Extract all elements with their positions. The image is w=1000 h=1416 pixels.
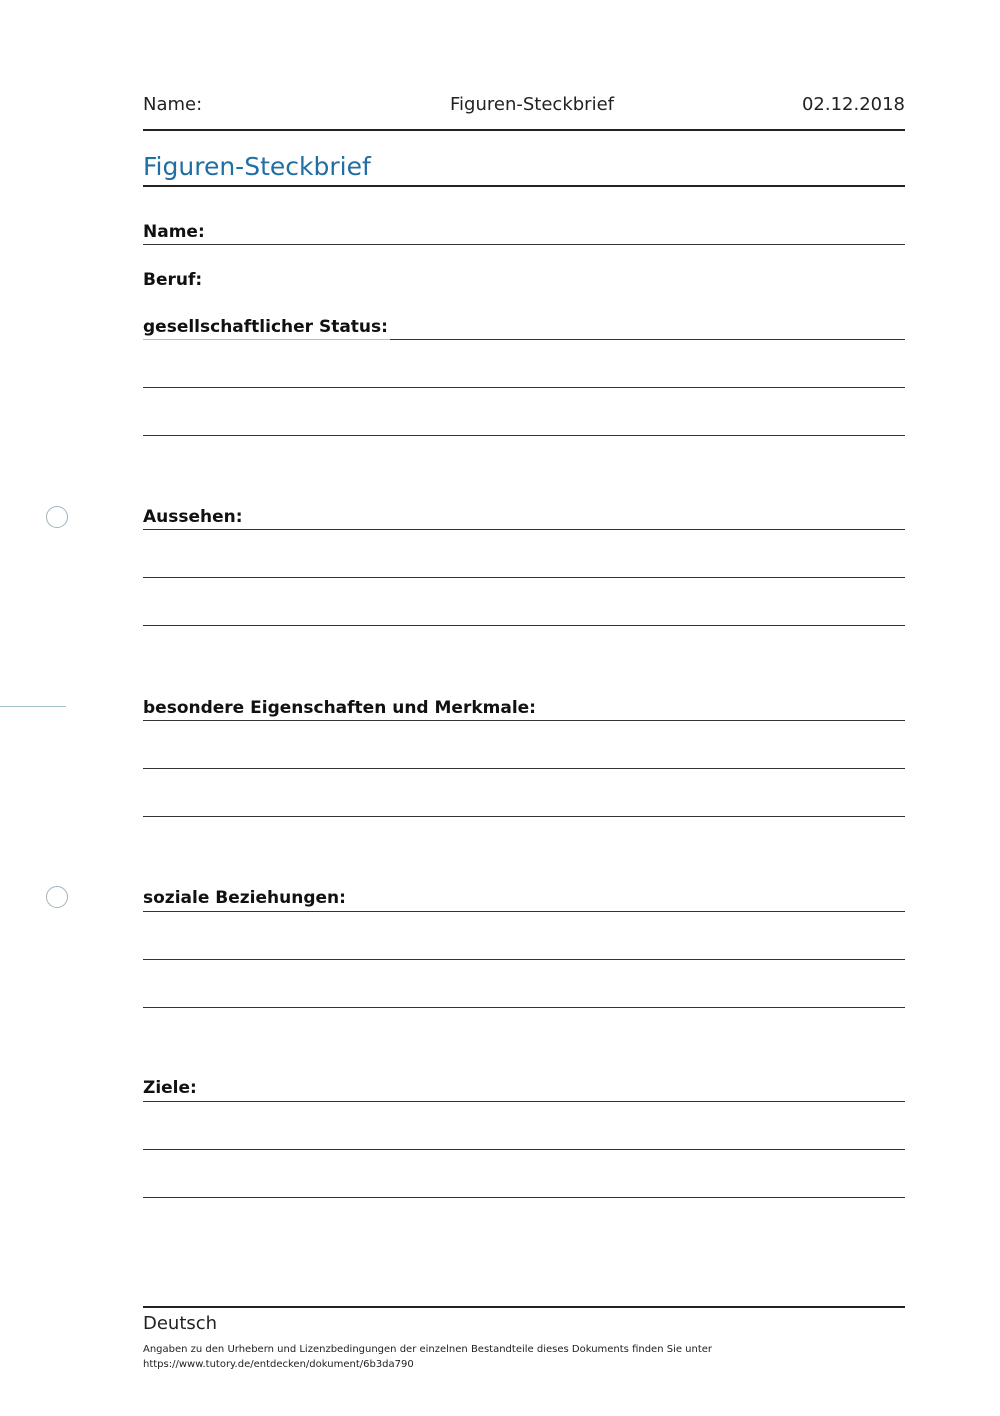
section-aussehen-label: Aussehen: bbox=[143, 507, 243, 527]
field-status-line[interactable] bbox=[390, 339, 905, 340]
field-name-line[interactable] bbox=[143, 244, 905, 245]
aussehen-writing-line[interactable] bbox=[143, 625, 905, 626]
section-beziehungen-label: soziale Beziehungen: bbox=[143, 888, 346, 908]
field-beruf-label: Beruf: bbox=[143, 270, 203, 290]
punch-hole-top bbox=[46, 506, 68, 528]
footer-license-text: Angaben zu den Urhebern und Lizenzbedingungen der einzelnen Bestandteile dieses Dokuments finden Sie unter bbox=[143, 1344, 713, 1355]
header-name-label: Name: bbox=[143, 94, 203, 115]
ziele-writing-line[interactable] bbox=[143, 1101, 905, 1102]
eigenschaften-writing-line[interactable] bbox=[143, 768, 905, 769]
header-title: Figuren-Steckbrief bbox=[450, 94, 614, 115]
status-underline bbox=[143, 339, 390, 340]
fold-mark bbox=[0, 706, 66, 707]
aussehen-writing-line[interactable] bbox=[143, 529, 905, 530]
field-name-label: Name: bbox=[143, 222, 205, 242]
header-rule bbox=[143, 129, 905, 131]
header-date: 02.12.2018 bbox=[801, 94, 905, 115]
status-writing-line[interactable] bbox=[143, 435, 905, 436]
footer-subject: Deutsch bbox=[143, 1313, 218, 1334]
footer-license-link[interactable]: https://www.tutory.de/entdecken/dokument/6b3da790 bbox=[143, 1359, 414, 1370]
punch-hole-bottom bbox=[46, 886, 68, 908]
section-eigenschaften-label: besondere Eigenschaften und Merkmale: bbox=[143, 698, 536, 718]
ziele-writing-line[interactable] bbox=[143, 1149, 905, 1150]
field-status-label: gesellschaftlicher Status: bbox=[143, 317, 388, 337]
section-ziele-label: Ziele: bbox=[143, 1078, 197, 1098]
status-writing-line[interactable] bbox=[143, 387, 905, 388]
beziehungen-writing-line[interactable] bbox=[143, 911, 905, 912]
footer-rule bbox=[143, 1306, 905, 1308]
aussehen-writing-line[interactable] bbox=[143, 577, 905, 578]
beziehungen-writing-line[interactable] bbox=[143, 959, 905, 960]
eigenschaften-writing-line[interactable] bbox=[143, 816, 905, 817]
eigenschaften-writing-line[interactable] bbox=[143, 720, 905, 721]
ziele-writing-line[interactable] bbox=[143, 1197, 905, 1198]
title-rule bbox=[143, 185, 905, 187]
beziehungen-writing-line[interactable] bbox=[143, 1007, 905, 1008]
page-title: Figuren-Steckbrief bbox=[143, 152, 371, 181]
